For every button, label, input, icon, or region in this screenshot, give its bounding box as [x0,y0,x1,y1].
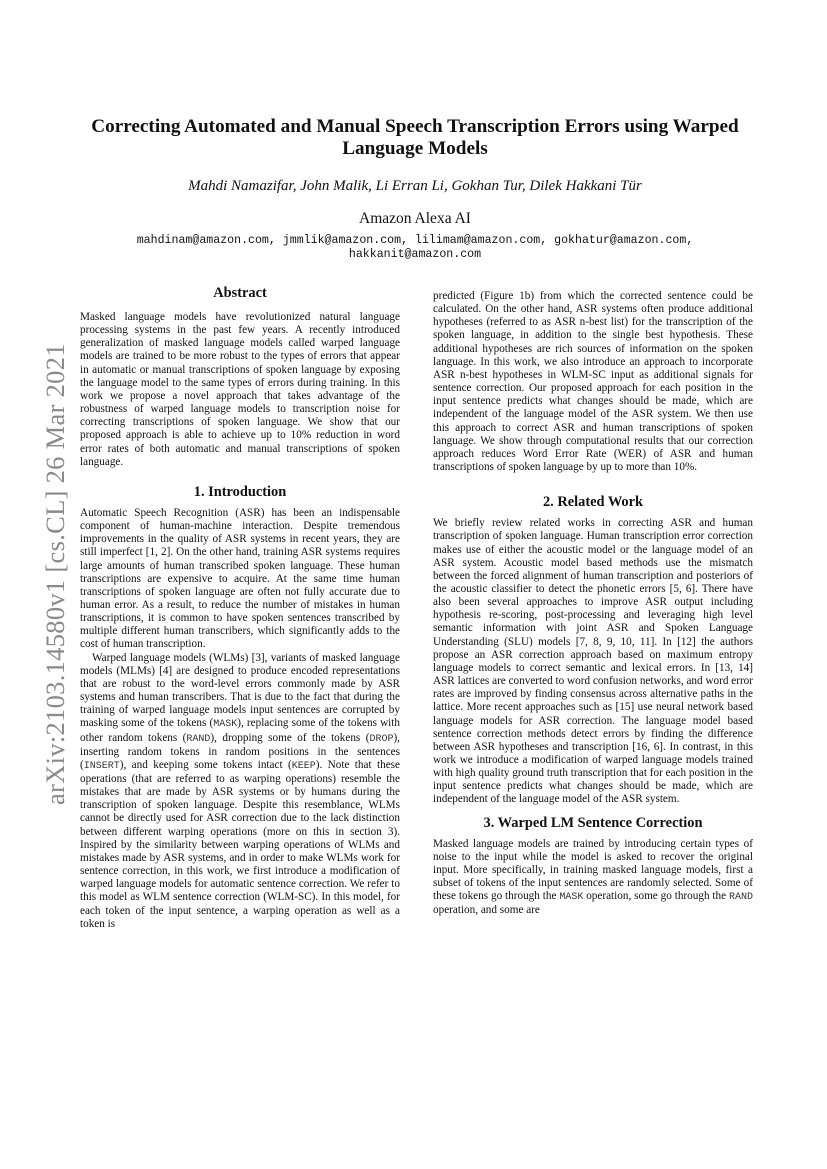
intro-paragraph-2: Warped language models (WLMs) [3], variants of masked language models (MLMs) [4] are designed to produce encoded representations that are robust to the word-level errors commonly made by ASR systems and human transcribers. That is due to the fact that during the training of warped language models input sentences are corrupted by masking some of the tokens (MASK), replacing some of the tokens with other random tokens (RAND), dropping some of the tokens (DROP), inserting random tokens in random positions in the sentences (INSERT), and keeping some tokens intact (KEEP). Note that these operations (that are referred to as warping operations) resemble the mistakes that are made by ASR systems or by humans during the transcription of spoken language. Despite this resemblance, WLMs cannot be directly used for ASR correction due to the lack distinction between different warping operations (more on this in section 3). Inspired by the similarity between warping operations of WLMs and mistakes made by ASR systems, and in order to make WLMs work for sentence correction, in this work, we first introduce a modification of warped language models for automatic sentence correction. We refer to this model as WLM sentence correction (WLM-SC). In this model, for each token of the input sentence, a warping operation as well as a token is [80,651,400,930]
affiliation: Amazon Alexa AI [359,210,471,227]
related-text: We briefly review related works in correcting ASR and human transcription of spoken language. Human transcription error correction makes use of either the acoustic model or the language model of an ASR system. Acoustic model based methods use the mismatch between the forced alignment of human transcription and posteriors of the acoustic classifier to detect the phonetic errors [5, 6]. There have also been several approaches to improve ASR output including hypothesis re-scoring, post-processing and leveraging high level semantic information with joint ASR and Spoken Language Understanding (SLU) models [7, 8, 9, 10, 11]. In [12] the authors propose an ASR correction approach based on maximum entropy language models to correct semantic and lexical errors. In [13, 14] ASR lattices are converted to word confusion networks, and word error rates are improved by finding consensus across alternative paths in the lattice. More recent approaches such as [15] use neural network based language models for ASR correction. The language model based sentence correction methods detect errors by finding the difference between ASR hypotheses and transcription [16, 6]. In contrast, in this work we introduce a modification of warped language models trained with high quality ground truth transcription that for each position in the input sentence predicts what changes should be made, which are independent of the language model of the ASR system. [433,517,753,806]
intro-paragraph-1: Automatic Speech Recognition (ASR) has been an indispensable component of human-machine interaction. Despite tremendous improvements in the quality of ASR systems in recent years, they are still imperfect [1, 2]. On the other hand, training ASR systems requires large amounts of human transcribed spoken language. These human transcriptions are expensive to acquire. At the same time human transcriptions of spoken language are often not fully accurate due to human error. As a result, to reduce the number of mistakes in human transcriptions, it is common to have spoken sentences transcribed by multiple different human transcribers, which significantly adds to the cost of human transcription. [80,506,400,651]
warped-text: Masked language models are trained by introducing certain types of noise to the input while the model is asked to recover the original input. More specifically, in training masked language models, first a subset of tokens of the input sentences are randomly selected. Some of these tokens go through the MASK operation, some go through the RAND operation, and some are [433,837,753,917]
abstract-heading: Abstract [213,285,267,301]
right-column [433,290,753,918]
op-rand-2: RAND [728,892,753,904]
op-mask-2: MASK [559,892,584,904]
intro-paragraph-3: predicted (Figure 1b) from which the corrected sentence could be calculated. On the other hand, ASR systems often produce additional hypotheses (referred to as ASR n-best list) for the transcription of the spoken language, in addition to the single best hypothesis. These additional hypotheses are rich sources of information on the spoken language. In this work, we also introduce an approach to incorporate ASR n-best hypotheses in WLM-SC input as additional signals for sentence correction. Our proposed approach for each position in the input sentence predicts what changes should be made, which are independent of the language model of the ASR system. We then use this approach to correct ASR and human transcriptions of spoken language. We show through computational results that our correction approach reduces Word Error Rate (WER) of ASR and human transcriptions of spoken language by up to more than 10%. [433,290,753,474]
warped-heading: 3. Warped LM Sentence Correction [483,814,703,831]
op-insert: INSERT [83,760,120,772]
left-column [80,285,400,931]
author-emails: mahdinam@amazon.com, jmmlik@amazon.com, lilimam@amazon.com, gokhatur@amazon.com, hakkanit@amazon.com [136,234,694,261]
op-keep: KEEP [291,760,316,772]
op-mask: MASK [213,719,238,731]
op-drop: DROP [369,733,394,745]
author-list: Mahdi Namazifar, John Malik, Li Erran Li, Gokhan Tur, Dilek Hakkani Tür [188,178,642,194]
paper-title: Correcting Automated and Manual Speech Transcription Errors using Warped Language Models [91,116,739,159]
arxiv-identifier: arXiv:2103.14580v1 [cs.CL] 26 Mar 2021 [40,343,70,805]
related-heading: 2. Related Work [542,494,644,511]
intro-heading: 1. Introduction [193,483,287,500]
op-rand: RAND [186,733,211,745]
abstract-text: Masked language models have revolutionized natural language processing systems in the past few years. A recently introduced generalization of masked language models called warped language models are trained to be more robust to the types of errors that appear in automatic or manual transcriptions of spoken language by exposing the language model to the same types of errors during training. In this work we propose a novel approach that takes advantage of the robustness of warped language models to transcription noise for correcting transcriptions of spoken language. We show that our proposed approach is able to achieve up to 10% reduction in word error rates of both automatic and manual transcriptions of spoken language. [80,311,400,468]
